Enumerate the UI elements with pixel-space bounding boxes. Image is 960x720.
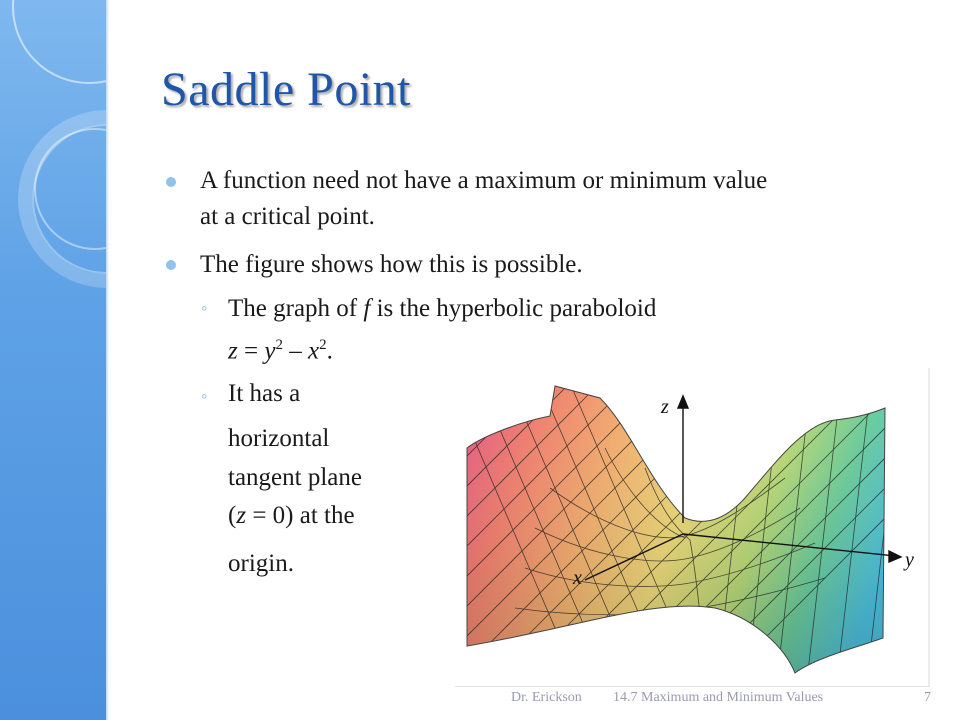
surface-shade xyxy=(455,368,930,686)
footer-author: Dr. Erickson xyxy=(511,690,582,705)
footer-page-number: 7 xyxy=(924,690,931,705)
axis-label-z: z xyxy=(661,396,669,418)
bullet-text: The figure shows how this is possible. xyxy=(200,251,583,278)
footer-rule xyxy=(455,686,930,687)
sub-bullet-marker: ◦ xyxy=(201,298,208,318)
bullet-dot xyxy=(166,177,176,187)
sub-bullet-text: (z = 0) at the xyxy=(228,502,355,529)
sub-bullet-text: The graph of f is the hyperbolic paraboloid xyxy=(228,295,657,322)
bullet-text: A function need not have a maximum or minimum value xyxy=(200,167,768,194)
sub-bullet-text: origin. xyxy=(228,550,294,577)
footer-section: 14.7 Maximum and Minimum Values xyxy=(613,690,824,705)
bullet-dot xyxy=(166,260,176,270)
saddle-surface-figure xyxy=(455,368,930,686)
equation: $z = y^2 - x^2$. xyxy=(228,337,333,365)
sub-bullet-text: It has a xyxy=(228,380,301,407)
axis-label-x: x xyxy=(573,567,582,589)
axis-label-y: y xyxy=(905,549,914,571)
bullet-text: at a critical point. xyxy=(200,203,375,230)
sub-bullet-text: horizontal xyxy=(228,425,330,452)
slide-title: Saddle Point xyxy=(161,63,412,116)
sub-bullet-marker: ◦ xyxy=(201,386,208,406)
sub-bullet-text: tangent plane xyxy=(228,464,362,491)
